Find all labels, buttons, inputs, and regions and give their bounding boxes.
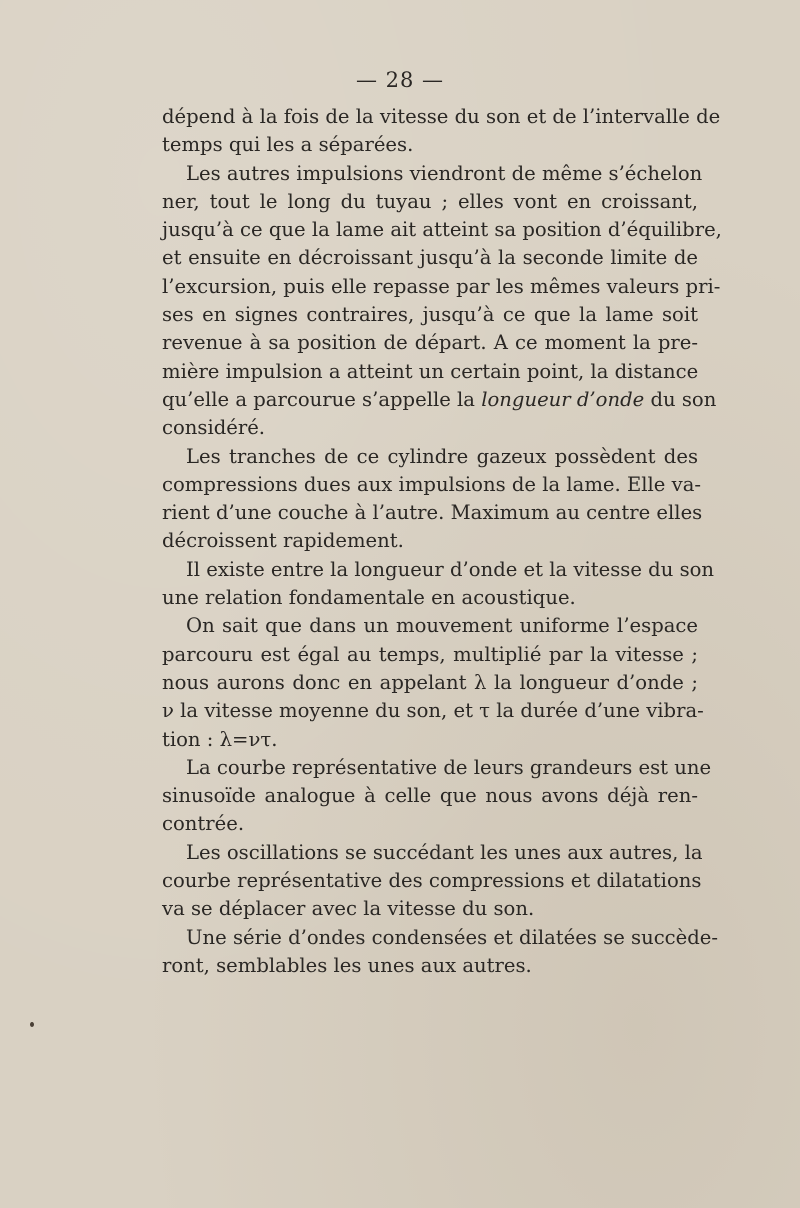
- text-line: Une série d’ondes condensées et dilatées se succède-: [186, 925, 719, 949]
- text-line: mière impulsion a atteint un certain point, la distance: [162, 359, 699, 383]
- text-line: décroissent rapidement.: [162, 529, 404, 553]
- text-line: Les autres impulsions viendront de même s’échelon: [186, 161, 703, 185]
- paper-speck: [30, 1022, 34, 1027]
- body-text: [162, 103, 722, 980]
- text-line: va se déplacer avec la vitesse du son.: [162, 897, 535, 921]
- text-line: temps qui les a séparées.: [162, 133, 414, 157]
- text-line: Les oscillations se succédant les unes aux autres, la: [186, 840, 703, 864]
- text-run: qu’elle a parcourue s’appelle la: [162, 387, 482, 411]
- text-line: ront, semblables les unes aux autres.: [162, 953, 532, 977]
- text-line: considéré.: [162, 416, 266, 440]
- text-line: parcouru est égal au temps, multiplié par la vitesse ;: [162, 642, 698, 666]
- text-line: l’excursion, puis elle repasse par les mêmes valeurs pri-: [162, 274, 721, 298]
- text-line: rient d’une couche à l’autre. Maximum au centre elles: [162, 501, 703, 525]
- text-line: dépend à la fois de la vitesse du son et de l’intervalle de: [162, 105, 721, 128]
- text-line: et ensuite en décroissant jusqu’à la seconde limite de: [162, 246, 698, 270]
- text-line: Il existe entre la longueur d’onde et la vitesse du son: [186, 557, 715, 581]
- text-line: ν la vitesse moyenne du son, et τ la durée d’une vibra-: [162, 699, 704, 723]
- text-line: sinusoïde analogue à celle que nous avons déjà ren-: [162, 784, 698, 808]
- text-line: jusqu’à ce que la lame ait atteint sa position d’équilibre,: [162, 218, 722, 242]
- text-line: compressions dues aux impulsions de la lame. Elle va-: [162, 472, 702, 496]
- text-line-with-italic: [162, 386, 717, 414]
- text-line: courbe représentative des compressions et dilatations: [162, 869, 702, 893]
- text-line: nous aurons donc en appelant λ la longueur d’onde ;: [162, 670, 698, 694]
- text-line: contrée.: [162, 812, 245, 836]
- formula-line: tion : λ=ντ.: [162, 727, 278, 751]
- text-line: On sait que dans un mouvement uniforme l’espace: [186, 614, 698, 638]
- text-line: ses en signes contraires, jusqu’à ce que la lame soit: [162, 303, 698, 327]
- italic-term: longueur d’onde: [481, 387, 645, 411]
- page-number: — 28 —: [355, 68, 445, 92]
- text-line: une relation fondamentale en acoustique.: [162, 586, 576, 610]
- text-line: La courbe représentative de leurs grandeurs est une: [186, 755, 712, 779]
- text-line: Les tranches de ce cylindre gazeux possèdent des: [186, 444, 698, 468]
- text-line: revenue à sa position de départ. A ce moment la pre-: [162, 331, 698, 355]
- text-line: ner, tout le long du tuyau ; elles vont en croissant,: [162, 189, 698, 213]
- text-run: du son: [644, 387, 717, 411]
